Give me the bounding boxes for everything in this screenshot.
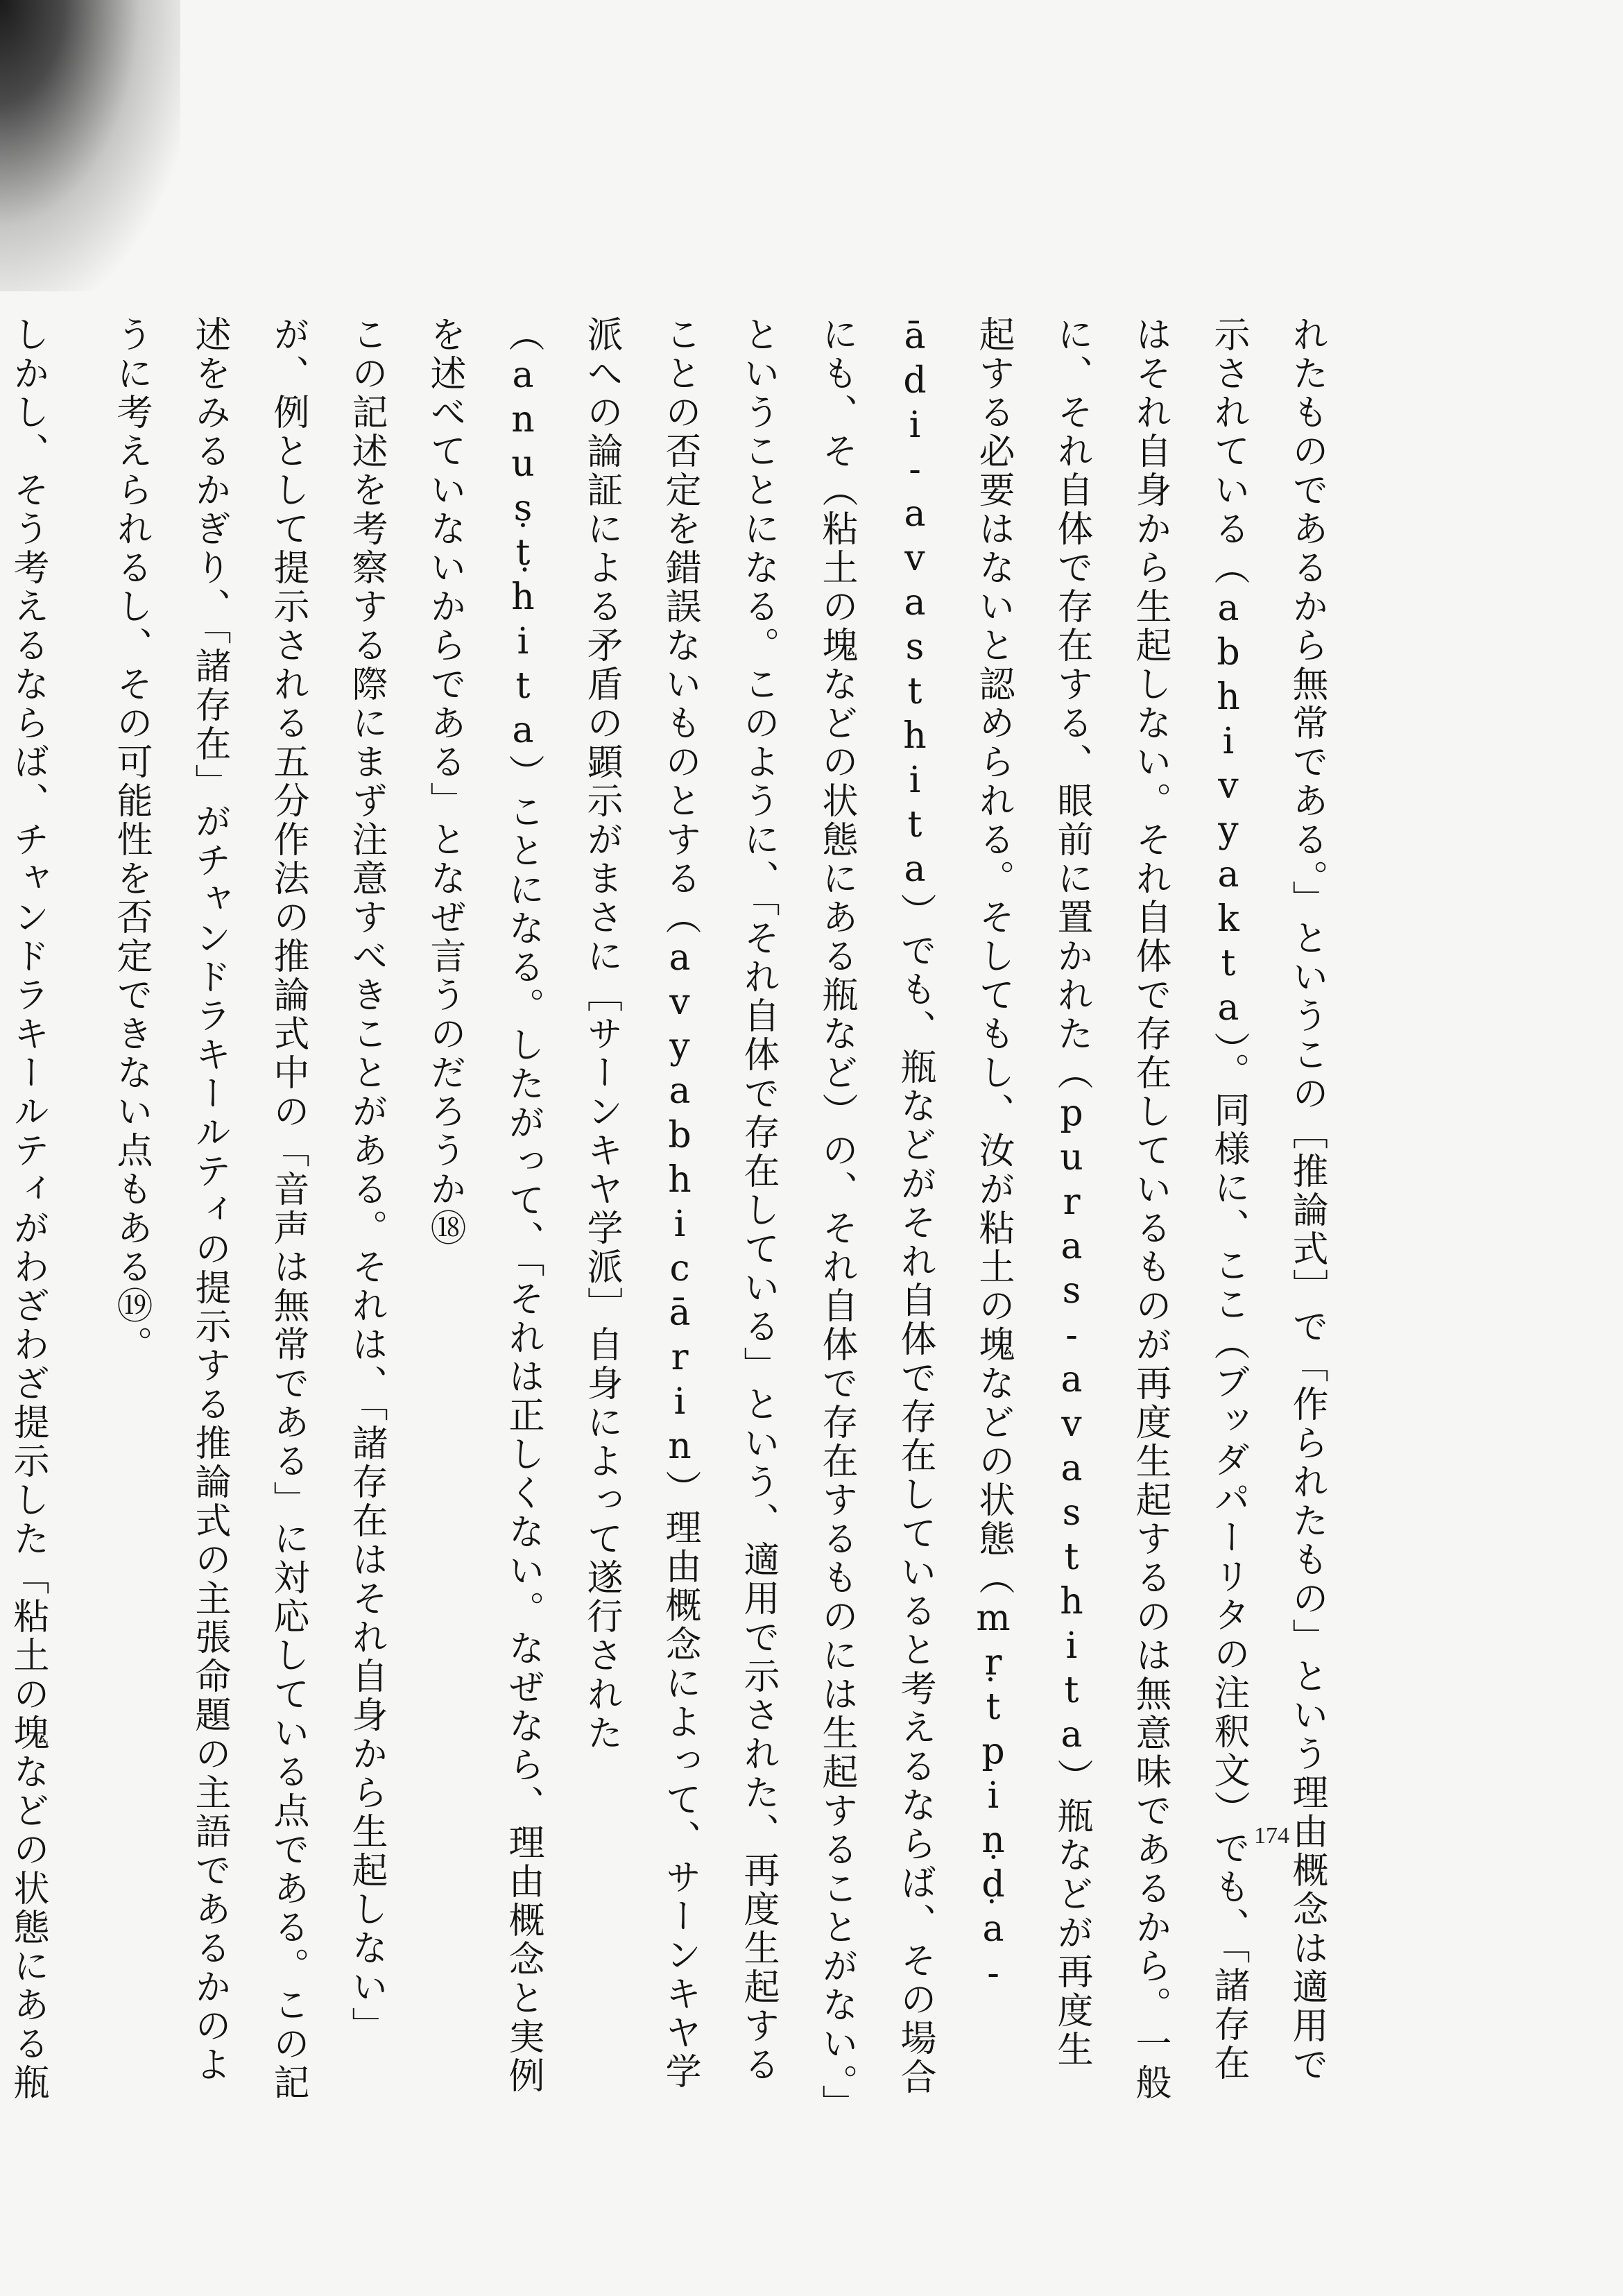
paragraph-2: この記述を考察する際にまず注意すべきことがある。それは、「諸存在はそれ自身から生起しない」が、例として提示される五分作法の推論式中の「音声は無常である」に対応している点である。この記述をみるかぎり、「諸存在」がチャンドラキールティの提示する推論式の主張命題の主語であるかのように考えられるし、その可能性を否定できない点もある⑲。 bbox=[110, 316, 387, 2102]
page-number: 174 bbox=[1254, 1823, 1289, 1849]
scan-edge-shadow bbox=[0, 0, 180, 291]
paragraph-3: しかし、そう考えるならば、チャンドラキールティがわざわざ提示した「粘土の塊などの状態にある瓶 bbox=[7, 316, 49, 2102]
paragraph-1: れたものであるから無常である。」というこの［推論式］で「作られたもの」という理由概念は適用で示されている（abhivyakta）。同様に、ここ（ブッダパーリタの注釈文）でも、「諸存在はそれ自身から生起しない。それ自体で存在しているものが再度生起するのは無意味であるから。一般に、それ自体で存在する、眼前に置かれた（puras-avasthita）瓶などが再度生起する必要はないと認められる。そしてもし、汝が粘土の塊などの状態（mṛtpiṇḍa-ādi-avasthita）でも、瓶などがそれ自体で存在していると考えるならば、その場合にも、そ（粘土の塊などの状態にある瓶など）の、それ自体で存在するものには生起することがない。」ということになる。このように、「それ自体で存在している」という、適用で示された、再度生起することの否定を錯誤ないものとする（avyabhicārin）理由概念によって、サーンキヤ学派への論証による矛盾の顕示がまさに［サーンキヤ学派］自身によって遂行された（anuṣṭhita）ことになる。したがって、「それは正しくない。なぜなら、理由概念と実例を述べていないからである」となぜ言うのだろうか⑱ bbox=[424, 316, 1328, 2105]
body-text bbox=[0, 316, 1346, 2105]
